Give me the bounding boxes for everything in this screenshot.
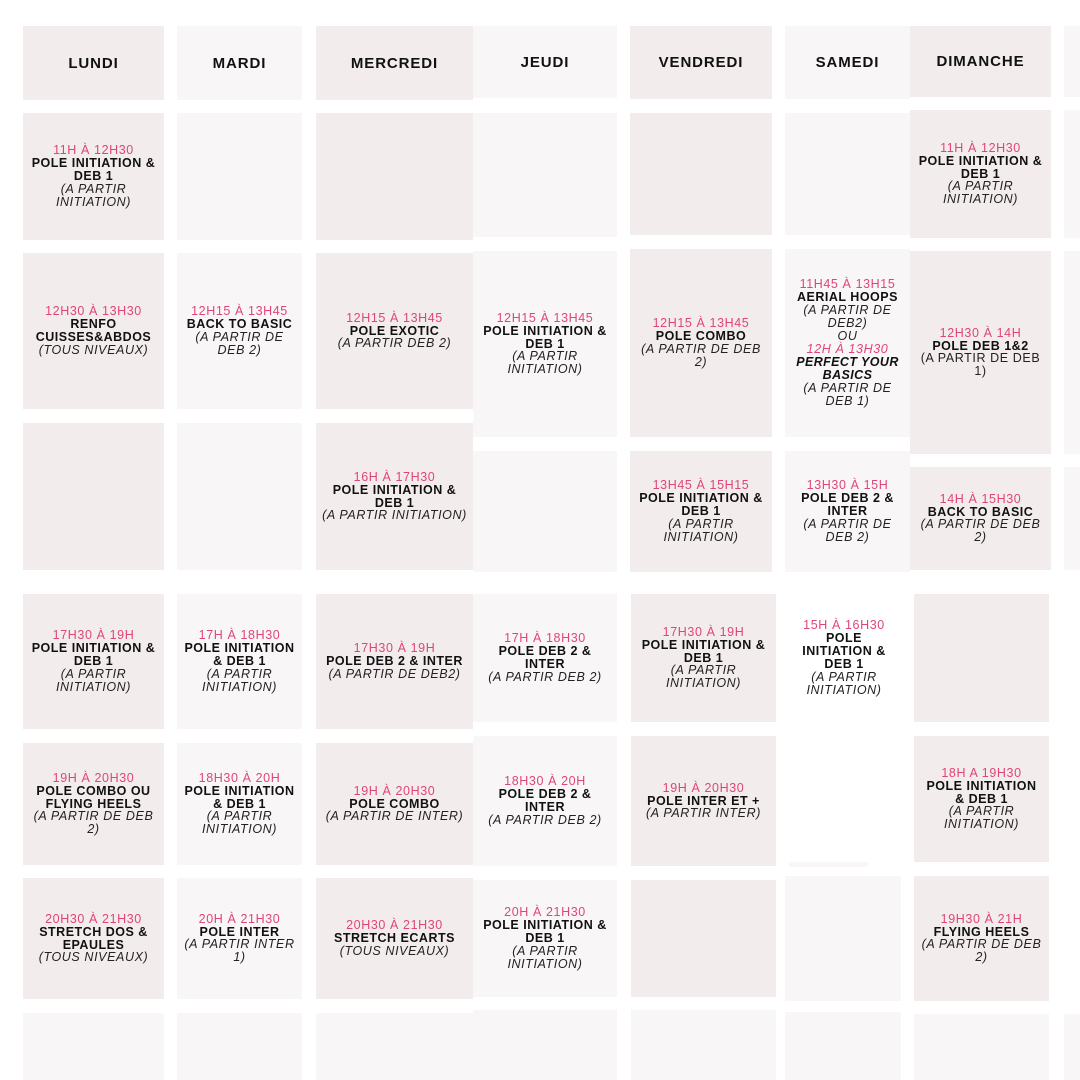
day-header-mardi: MARDI: [177, 26, 302, 100]
empty-cell: [177, 1013, 302, 1080]
class-cell[interactable]: 20H30 À 21H30 STRETCH DOS & EPAULES (TOUS NIVEAUX): [23, 878, 164, 999]
empty-cell: [631, 880, 776, 997]
empty-cell: [630, 113, 772, 235]
class-cell[interactable]: 18H A 19H30 POLE INITIATION & DEB 1 (A PARTIR INITIATION): [914, 736, 1049, 862]
class-cell[interactable]: 20H30 À 21H30 STRETCH ECARTS (TOUS NIVEAUX): [316, 878, 473, 999]
class-cell[interactable]: 12H30 À 13H30 RENFO CUISSES&ABDOS (TOUS NIVEAUX): [23, 253, 164, 409]
class-cell[interactable]: 11H À 12H30 POLE INITIATION & DEB 1 (A PARTIR INITIATION): [23, 113, 164, 240]
class-cell[interactable]: 18H30 À 20H POLE INITIATION & DEB 1 (A PARTIR INITIATION): [177, 743, 302, 865]
class-cell[interactable]: 15H À 16H30 POLE INITIATION & DEB 1 (A PARTIR INITIATION): [785, 594, 903, 722]
class-cell[interactable]: 14H À 15H30 BACK TO BASIC (A PARTIR DE DEB 2): [910, 467, 1051, 570]
edge-cell: [1064, 251, 1080, 454]
class-cell[interactable]: 17H À 18H30 POLE INITIATION & DEB 1 (A PARTIR INITIATION): [177, 594, 302, 729]
class-cell[interactable]: 19H À 20H30 POLE COMBO OU FLYING HEELS (A PARTIR DE DEB 2): [23, 743, 164, 865]
class-cell[interactable]: 12H15 À 13H45 POLE EXOTIC (A PARTIR DEB 2): [316, 253, 473, 409]
day-header-samedi: SAMEDI: [785, 26, 910, 99]
class-cell[interactable]: 18H30 À 20H POLE DEB 2 & INTER (A PARTIR DEB 2): [473, 736, 617, 866]
empty-cell: [785, 876, 901, 1001]
class-cell[interactable]: 16H À 17H30 POLE INITIATION & DEB 1 (A PARTIR INITIATION): [316, 423, 473, 570]
class-cell[interactable]: 13H30 À 15H POLE DEB 2 & INTER (A PARTIR DE DEB 2): [785, 451, 910, 572]
empty-cell: [631, 1010, 776, 1080]
edge-cell: [1064, 110, 1080, 238]
class-cell[interactable]: 13H45 À 15H15 POLE INITIATION & DEB 1 (A PARTIR INITIATION): [630, 451, 772, 572]
empty-cell: [316, 1013, 473, 1080]
class-cell[interactable]: 17H À 18H30 POLE DEB 2 & INTER (A PARTIR DEB 2): [473, 594, 617, 722]
day-header-vendredi: VENDREDI: [630, 26, 772, 99]
class-cell[interactable]: 19H30 À 21H FLYING HEELS (A PARTIR DE DEB 2): [914, 876, 1049, 1001]
class-cell[interactable]: 17H30 À 19H POLE INITIATION & DEB 1 (A PARTIR INITIATION): [23, 594, 164, 729]
empty-cell: [785, 1012, 901, 1080]
class-cell[interactable]: 12H15 À 13H45 POLE INITIATION & DEB 1 (A PARTIR INITIATION): [473, 251, 617, 437]
empty-cell: [316, 113, 473, 240]
edge-cell: [1064, 467, 1080, 570]
day-header-mercredi: MERCREDI: [316, 26, 473, 100]
class-cell[interactable]: 11H45 À 13H15 AERIAL HOOPS (A PARTIR DE DEB2) OU 12H À 13H30 PERFECT YOUR BASICS (A PARTIR DE DEB 1): [785, 249, 910, 437]
edge-cell: [1064, 1014, 1080, 1080]
edge-cell: [1064, 26, 1080, 97]
empty-cell: [473, 1010, 617, 1080]
empty-cell: [473, 113, 617, 237]
empty-cell: [23, 1013, 164, 1080]
class-cell[interactable]: 20H À 21H30 POLE INITIATION & DEB 1 (A PARTIR INITIATION): [473, 880, 617, 997]
empty-cell: [914, 1014, 1049, 1080]
day-header-dimanche: DIMANCHE: [910, 26, 1051, 97]
empty-cell: [473, 451, 617, 572]
day-header-lundi: LUNDI: [23, 26, 164, 100]
class-cell[interactable]: 12H15 À 13H45 BACK TO BASIC (A PARTIR DE DEB 2): [177, 253, 302, 409]
class-cell[interactable]: 12H15 À 13H45 POLE COMBO (A PARTIR DE DEB 2): [630, 249, 772, 437]
empty-cell: [177, 113, 302, 240]
empty-cell: [785, 113, 910, 235]
class-cell[interactable]: 20H À 21H30 POLE INTER (A PARTIR INTER 1): [177, 878, 302, 999]
empty-cell: [914, 594, 1049, 722]
class-cell[interactable]: 17H30 À 19H POLE INITIATION & DEB 1 (A PARTIR INITIATION): [631, 594, 776, 722]
empty-cell: [789, 862, 868, 867]
empty-cell: [23, 423, 164, 570]
class-cell[interactable]: 11H À 12H30 POLE INITIATION & DEB 1 (A PARTIR INITIATION): [910, 110, 1051, 238]
empty-cell: [177, 423, 302, 570]
class-cell[interactable]: 19H À 20H30 POLE INTER ET + (A PARTIR INTER): [631, 736, 776, 866]
class-cell[interactable]: 17H30 À 19H POLE DEB 2 & INTER (A PARTIR DE DEB2): [316, 594, 473, 729]
class-cell[interactable]: 12H30 À 14H POLE DEB 1&2 (A PARTIR DE DEB 1): [910, 251, 1051, 454]
class-cell[interactable]: 19H À 20H30 POLE COMBO (A PARTIR DE INTER): [316, 743, 473, 865]
day-header-jeudi: JEUDI: [473, 26, 617, 98]
